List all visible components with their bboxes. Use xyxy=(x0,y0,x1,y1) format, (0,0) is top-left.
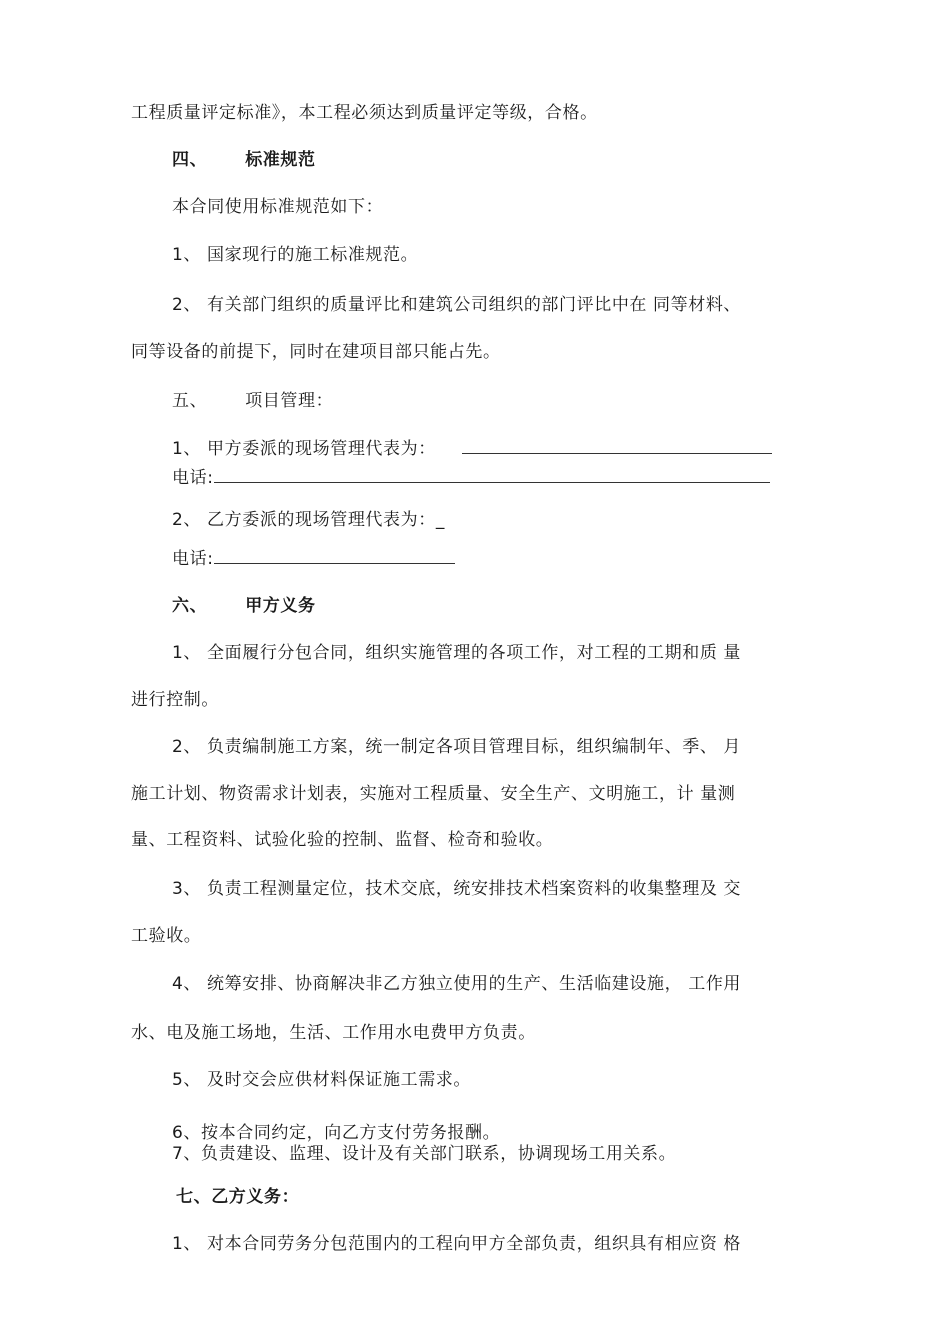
list-item: 3、 负责工程测量定位，技术交底，统安排技术档案资料的收集整理及 交 xyxy=(172,879,742,899)
section-title: 标准规范 xyxy=(245,150,316,170)
list-item: 1、 对本合同劳务分包范围内的工程向甲方全部负责，组织具有相应资 格 xyxy=(172,1234,742,1254)
paragraph-line: 进行控制。 xyxy=(131,690,219,710)
section-number: 六、 xyxy=(172,596,208,616)
section-title: 项目管理： xyxy=(245,391,334,411)
section-heading-7: 七、乙方义务： xyxy=(176,1187,300,1207)
paragraph-line: 水、电及施工场地，生活、工作用水电费甲方负责。 xyxy=(131,1023,536,1043)
paragraph-line: 本合同使用标准规范如下： xyxy=(172,197,384,217)
list-item: 7、负责建设、监理、设计及有关部门联系，协调现场工用关系。 xyxy=(172,1144,677,1164)
field-label: 1、 甲方委派的现场管理代表为： xyxy=(172,439,436,459)
list-item: 2、 负责编制施工方案，统一制定各项目管理目标，组织编制年、季、 月 xyxy=(172,737,742,757)
field-label: 电话: xyxy=(172,549,214,569)
blank-line xyxy=(214,549,455,564)
list-item: 6、按本合同约定，向乙方支付劳务报酬。 xyxy=(172,1123,501,1143)
paragraph-line: 量、工程资料、试验化验的控制、监督、检奇和验收。 xyxy=(131,830,554,850)
list-item: 2、 有关部门组织的质量评比和建筑公司组织的部门评比中在 同等材料、 xyxy=(172,295,742,315)
paragraph-line: 工程质量评定标准》，本工程必须达到质量评定等级，合格。 xyxy=(131,103,598,123)
list-item xyxy=(172,548,455,570)
field-label: 电话: xyxy=(172,468,214,488)
blank-line xyxy=(462,439,772,454)
list-item xyxy=(172,467,770,489)
paragraph-line: 工验收。 xyxy=(131,926,202,946)
list-item: 2、 乙方委派的现场管理代表为：_ xyxy=(172,510,445,530)
section-heading-5 xyxy=(172,390,333,412)
section-number: 四、 xyxy=(172,150,208,170)
paragraph-line: 施工计划、物资需求计划表，实施对工程质量、安全生产、文明施工，计 量测 xyxy=(131,784,736,804)
section-heading-6 xyxy=(172,595,316,617)
section-number: 五、 xyxy=(172,391,208,411)
blank-line xyxy=(214,468,770,483)
section-heading-4 xyxy=(172,149,316,171)
section-title: 甲方义务 xyxy=(245,596,316,616)
paragraph-line: 同等设备的前提下，同时在建项目部只能占先。 xyxy=(131,342,501,362)
list-item xyxy=(172,438,772,460)
list-item: 4、 统筹安排、协商解决非乙方独立使用的生产、生活临建设施， 工作用 xyxy=(172,974,742,994)
list-item: 5、 及时交会应供材料保证施工需求。 xyxy=(172,1070,472,1090)
list-item: 1、 全面履行分包合同，组织实施管理的各项工作，对工程的工期和质 量 xyxy=(172,643,742,663)
list-item: 1、 国家现行的施工标准规范。 xyxy=(172,245,419,265)
